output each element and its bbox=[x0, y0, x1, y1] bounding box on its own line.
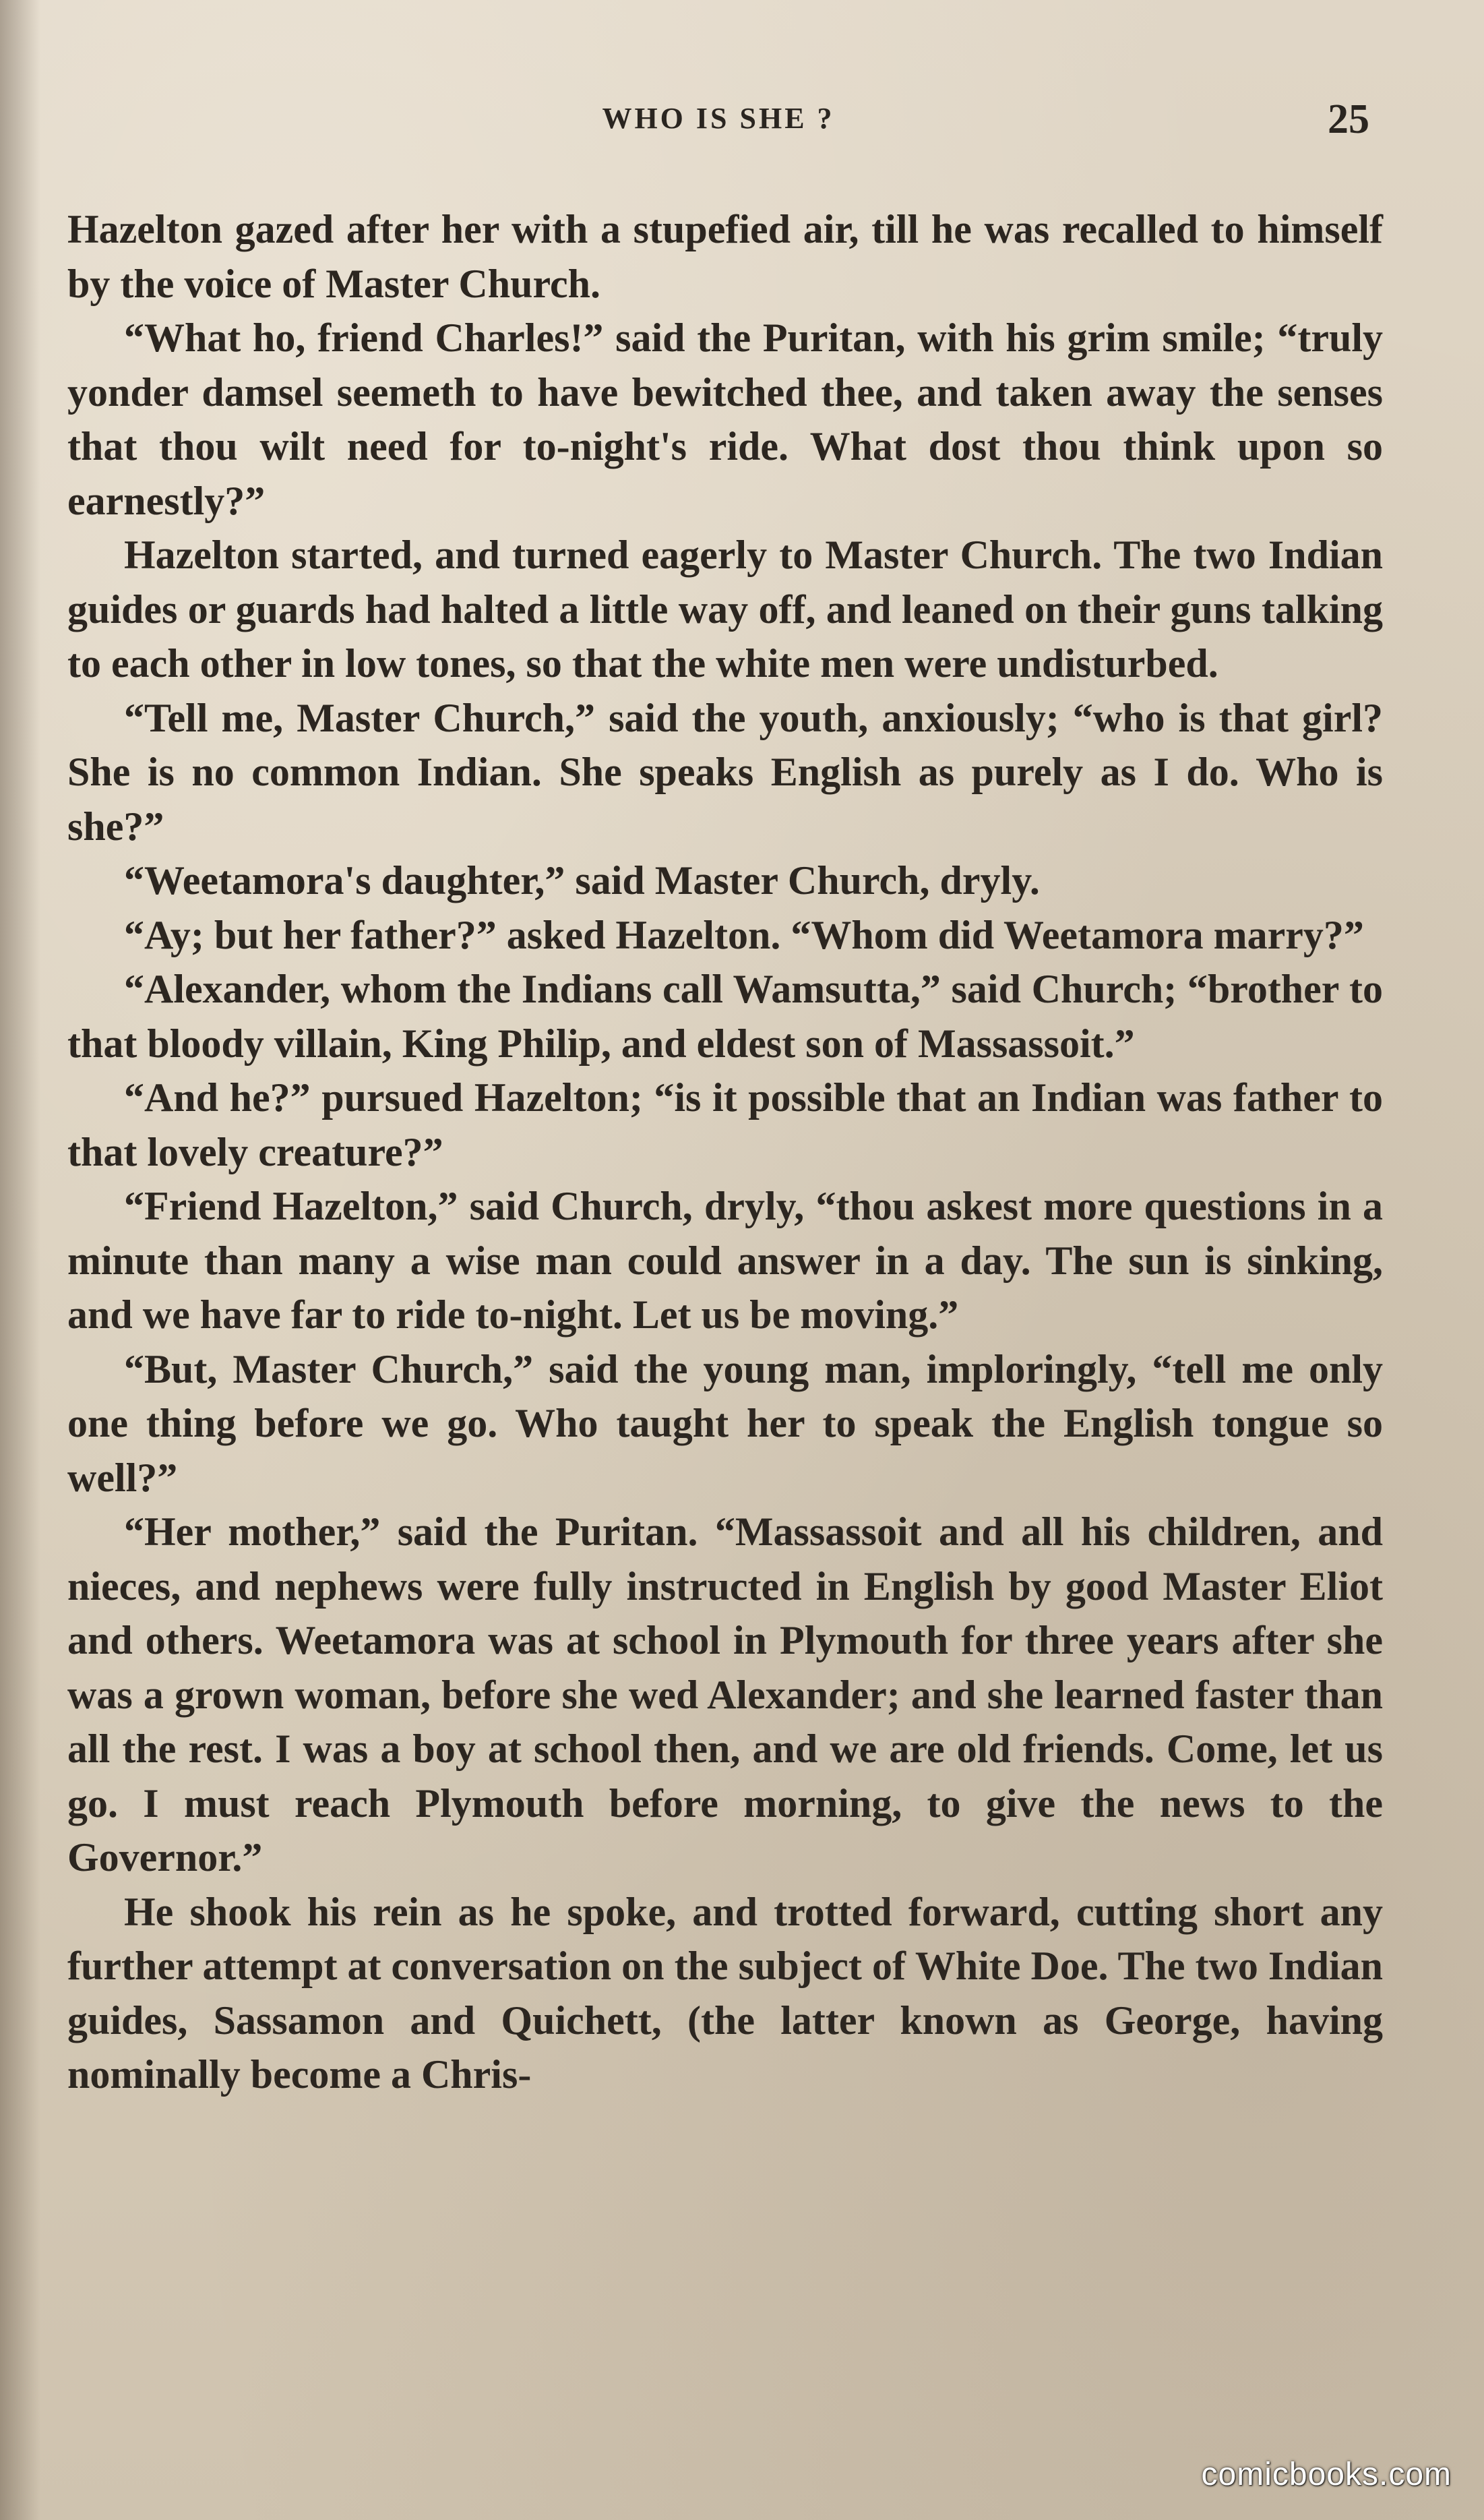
paragraph: Hazelton gazed after her with a stupefied air, till he was recalled to himself by the voice of Master Church. bbox=[67, 207, 1383, 306]
site-watermark: comicbooks.com bbox=[1201, 2457, 1452, 2492]
paragraph: “Friend Hazelton,” said Church, dryly, “thou askest more questions in a minute than many a wise man could answer in a day. The sun is sinking, and we have far to ride to-night. Let us be moving.” bbox=[67, 1184, 1383, 1337]
body-text bbox=[67, 202, 1383, 2102]
paragraph: “Weetamora's daughter,” said Master Church, dryly. bbox=[124, 858, 1040, 903]
spine-shadow bbox=[0, 0, 40, 2520]
page-number: 25 bbox=[1328, 96, 1369, 142]
page-header bbox=[67, 96, 1369, 155]
paragraph: “Tell me, Master Church,” said the youth, anxiously; “who is that girl? She is no common Indian. She speaks English as purely as I do. Who is she?” bbox=[67, 695, 1383, 849]
paragraph: “Her mother,” said the Puritan. “Massassoit and all his children, and nieces, and nephews were fully instructed in English by good Master Eliot and others. Weetamora was at school in Plymouth for three years after she was a grown woman, before she wed Alexander; and she learned faster than all the rest. I was a boy at school then, and we are old friends. Come, let us go. I must reach Plymouth before morning, to give the news to the Governor.” bbox=[67, 1509, 1383, 1880]
paragraph: “But, Master Church,” said the young man, imploringly, “tell me only one thing before we go. Who taught her to speak the English tongue so well?” bbox=[67, 1346, 1383, 1500]
paragraph: “What ho, friend Charles!” said the Puritan, with his grim smile; “truly yonder damsel seemeth to have bewitched thee, and taken away the senses that thou wilt need for to-night's ride. What dost thou think upon so earnestly?” bbox=[67, 316, 1383, 523]
paragraph: “Alexander, whom the Indians call Wamsutta,” said Church; “brother to that bloody villain, King Philip, and eldest son of Massassoit.” bbox=[67, 967, 1383, 1066]
paragraph: “Ay; but her father?” asked Hazelton. “Whom did Weetamora marry?” bbox=[124, 912, 1364, 957]
paragraph: Hazelton started, and turned eagerly to Master Church. The two Indian guides or guards had halted a little way off, and leaned on their guns talking to each other in low tones, so that the white men were undisturbed. bbox=[67, 533, 1383, 686]
paragraph: He shook his rein as he spoke, and trotted forward, cutting short any further attempt at conversation on the subject of White Doe. The two Indian guides, Sassamon and Quichett, (the latter known as George, having nominally become a Chris- bbox=[67, 1889, 1383, 2097]
paragraph: “And he?” pursued Hazelton; “is it possible that an Indian was father to that lovely creature?” bbox=[67, 1075, 1383, 1174]
running-head: WHO IS SHE ? bbox=[602, 102, 835, 135]
